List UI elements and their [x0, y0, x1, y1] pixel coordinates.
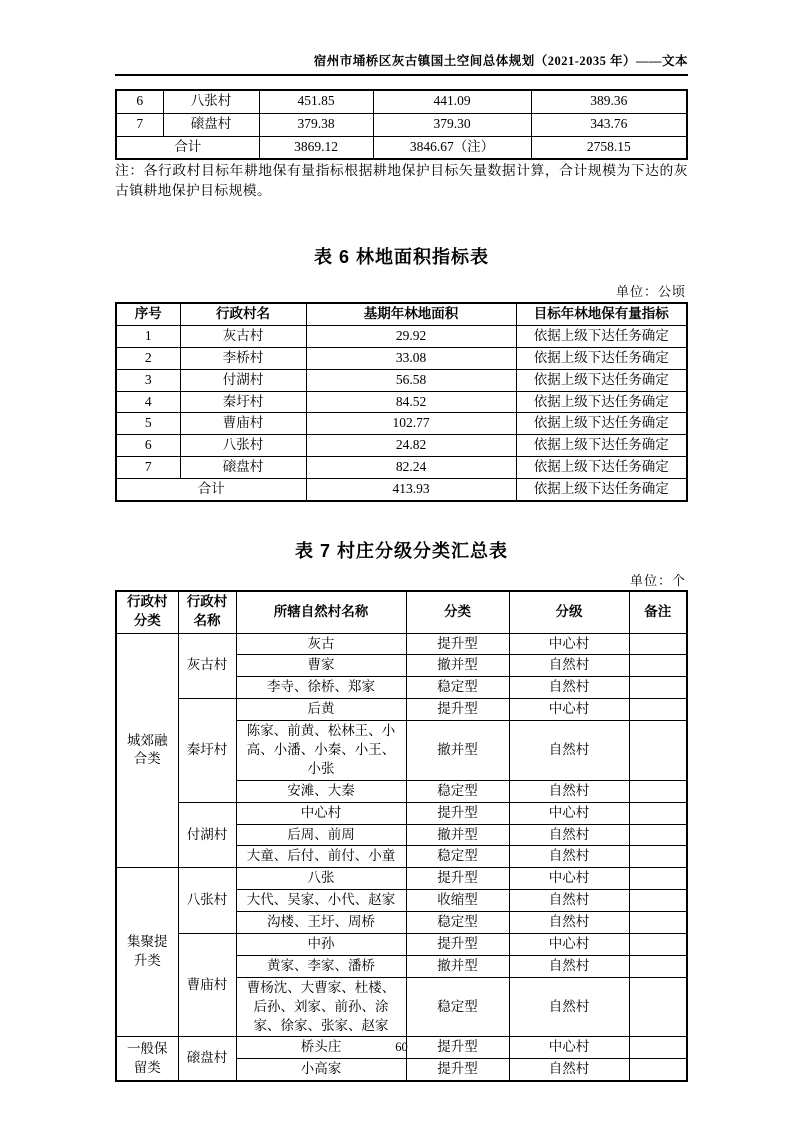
value-cell: 379.30	[373, 113, 531, 136]
seq-cell: 7	[116, 113, 163, 136]
total-label-cell: 合计	[116, 479, 306, 501]
target-cell: 依据上级下达任务确定	[516, 413, 687, 435]
table-row	[116, 325, 687, 347]
header-row	[116, 591, 687, 633]
grade-cell: 自然村	[509, 721, 629, 781]
value-cell: 84.52	[306, 391, 516, 413]
category-cell: 提升型	[406, 1059, 509, 1081]
seq-cell: 5	[116, 413, 180, 435]
village-cell: 八张村	[163, 90, 259, 113]
remark-cell	[629, 699, 687, 721]
grade-cell: 自然村	[509, 1059, 629, 1081]
group-cell: 一般保留类	[116, 1037, 178, 1081]
value-cell: 2758.15	[531, 136, 687, 159]
grade-cell: 自然村	[509, 890, 629, 912]
category-cell: 撤并型	[406, 824, 509, 846]
natural-village-cell: 黄家、李家、潘桥	[236, 955, 406, 977]
seq-cell: 1	[116, 325, 180, 347]
value-cell: 82.24	[306, 457, 516, 479]
header-row	[116, 303, 687, 325]
header-cell: 行政村名称	[178, 591, 236, 633]
village-cell: 八张村	[178, 868, 236, 934]
village-cell: 磙盘村	[178, 1037, 236, 1081]
natural-village-cell: 后黄	[236, 699, 406, 721]
grade-cell: 自然村	[509, 824, 629, 846]
natural-village-cell: 大童、后付、前付、小童	[236, 846, 406, 868]
remark-cell	[629, 824, 687, 846]
village-cell: 磙盘村	[180, 457, 306, 479]
value-cell: 29.92	[306, 325, 516, 347]
table7-unit-label: 单位：个	[629, 573, 686, 588]
header-title: 宿州市埇桥区灰古镇国土空间总体规划（2021-2035 年）——文本	[313, 54, 688, 68]
natural-village-cell: 小高家	[236, 1059, 406, 1081]
table-row	[116, 113, 687, 136]
category-cell: 提升型	[406, 699, 509, 721]
grade-cell: 自然村	[509, 780, 629, 802]
table-row	[116, 933, 687, 955]
target-cell: 依据上级下达任务确定	[516, 479, 687, 501]
category-cell: 撤并型	[406, 721, 509, 781]
total-row	[116, 479, 687, 501]
header-cell: 备注	[629, 591, 687, 633]
header-cell: 分级	[509, 591, 629, 633]
table-row	[116, 868, 687, 890]
grade-cell: 自然村	[509, 955, 629, 977]
remark-cell	[629, 677, 687, 699]
group-cell: 城郊融合类	[116, 633, 178, 868]
seq-cell: 7	[116, 457, 180, 479]
grade-cell: 中心村	[509, 802, 629, 824]
category-cell: 撤并型	[406, 655, 509, 677]
category-cell: 稳定型	[406, 677, 509, 699]
target-cell: 依据上级下达任务确定	[516, 325, 687, 347]
village-cell: 付湖村	[180, 369, 306, 391]
village-cell: 秦圩村	[180, 391, 306, 413]
group-cell: 集聚提升类	[116, 868, 178, 1037]
table-row	[116, 391, 687, 413]
natural-village-cell: 陈家、前黄、松林王、小高、小潘、小秦、小王、小张	[236, 721, 406, 781]
target-cell: 依据上级下达任务确定	[516, 391, 687, 413]
table-row	[116, 802, 687, 824]
seq-cell: 6	[116, 435, 180, 457]
category-cell: 提升型	[406, 868, 509, 890]
category-cell: 提升型	[406, 802, 509, 824]
grade-cell: 中心村	[509, 1037, 629, 1059]
seq-cell: 3	[116, 369, 180, 391]
table6-unit-label: 单位：公顷	[615, 284, 686, 299]
grade-cell: 自然村	[509, 655, 629, 677]
village-cell: 付湖村	[178, 802, 236, 868]
village-cell: 灰古村	[180, 325, 306, 347]
value-cell: 33.08	[306, 347, 516, 369]
remark-cell	[629, 802, 687, 824]
remark-cell	[629, 868, 687, 890]
natural-village-cell: 大代、吴家、小代、赵家	[236, 890, 406, 912]
target-cell: 依据上级下达任务确定	[516, 347, 687, 369]
remark-cell	[629, 721, 687, 781]
target-cell: 依据上级下达任务确定	[516, 457, 687, 479]
natural-village-cell: 李寺、徐桥、郑家	[236, 677, 406, 699]
village-cell: 李桥村	[180, 347, 306, 369]
header-cell: 序号	[116, 303, 180, 325]
remark-cell	[629, 846, 687, 868]
remark-cell	[629, 890, 687, 912]
remark-cell	[629, 655, 687, 677]
grade-cell: 自然村	[509, 677, 629, 699]
natural-village-cell: 后周、前周	[236, 824, 406, 846]
table-row	[116, 435, 687, 457]
village-cell: 曹庙村	[178, 933, 236, 1036]
remark-cell	[629, 977, 687, 1037]
header-cell: 分类	[406, 591, 509, 633]
remark-cell	[629, 912, 687, 934]
page-content	[115, 0, 688, 1123]
header-cell: 所辖自然村名称	[236, 591, 406, 633]
value-cell: 3846.67（注）	[373, 136, 531, 159]
header-cell: 行政村分类	[116, 591, 178, 633]
grade-cell: 中心村	[509, 868, 629, 890]
header-cell: 行政村名	[180, 303, 306, 325]
category-cell: 提升型	[406, 633, 509, 655]
value-cell: 451.85	[259, 90, 373, 113]
remark-cell	[629, 955, 687, 977]
value-cell: 379.38	[259, 113, 373, 136]
seq-cell: 6	[116, 90, 163, 113]
value-cell: 102.77	[306, 413, 516, 435]
grade-cell: 中心村	[509, 933, 629, 955]
value-cell: 3869.12	[259, 136, 373, 159]
table-row	[116, 457, 687, 479]
natural-village-cell: 灰古	[236, 633, 406, 655]
grade-cell: 自然村	[509, 912, 629, 934]
village-cell: 秦圩村	[178, 699, 236, 802]
table7-title: 表 7 村庄分级分类汇总表	[294, 541, 508, 561]
value-cell: 343.76	[531, 113, 687, 136]
village-cell: 灰古村	[178, 633, 236, 699]
remark-cell	[629, 1059, 687, 1081]
target-cell: 依据上级下达任务确定	[516, 369, 687, 391]
total-label-cell: 合计	[116, 136, 259, 159]
remark-cell	[629, 780, 687, 802]
table-row	[116, 699, 687, 721]
table5-note: 注：各行政村目标年耕地保有量指标根据耕地保护目标矢量数据计算，合计规模为下达的灰古镇耕地保护目标规模。	[115, 163, 688, 198]
category-cell: 收缩型	[406, 890, 509, 912]
table-row	[116, 413, 687, 435]
table6-title: 表 6 林地面积指标表	[313, 247, 489, 267]
table6-forest-land	[115, 302, 688, 502]
grade-cell: 自然村	[509, 977, 629, 1037]
total-row	[116, 136, 687, 159]
table-row	[116, 633, 687, 655]
category-cell: 提升型	[406, 1037, 509, 1059]
natural-village-cell: 曹家	[236, 655, 406, 677]
category-cell: 撤并型	[406, 955, 509, 977]
grade-cell: 自然村	[509, 846, 629, 868]
value-cell: 413.93	[306, 479, 516, 501]
natural-village-cell: 八张	[236, 868, 406, 890]
target-cell: 依据上级下达任务确定	[516, 435, 687, 457]
table7-village-classification	[115, 590, 688, 1082]
natural-village-cell: 桥头庄	[236, 1037, 406, 1059]
grade-cell: 中心村	[509, 699, 629, 721]
village-cell: 八张村	[180, 435, 306, 457]
category-cell: 稳定型	[406, 846, 509, 868]
natural-village-cell: 安滩、大秦	[236, 780, 406, 802]
value-cell: 24.82	[306, 435, 516, 457]
natural-village-cell: 中孙	[236, 933, 406, 955]
village-cell: 磙盘村	[163, 113, 259, 136]
table-row	[116, 369, 687, 391]
seq-cell: 2	[116, 347, 180, 369]
table-row	[116, 90, 687, 113]
value-cell: 441.09	[373, 90, 531, 113]
grade-cell: 中心村	[509, 633, 629, 655]
header-cell: 基期年林地面积	[306, 303, 516, 325]
natural-village-cell: 曹杨沈、大曹家、杜楼、后孙、刘家、前孙、涂家、徐家、张家、赵家	[236, 977, 406, 1037]
natural-village-cell: 中心村	[236, 802, 406, 824]
value-cell: 56.58	[306, 369, 516, 391]
value-cell: 389.36	[531, 90, 687, 113]
category-cell: 稳定型	[406, 780, 509, 802]
village-cell: 曹庙村	[180, 413, 306, 435]
natural-village-cell: 沟楼、王圩、周桥	[236, 912, 406, 934]
category-cell: 稳定型	[406, 912, 509, 934]
table-row	[116, 347, 687, 369]
seq-cell: 4	[116, 391, 180, 413]
table5-continuation	[115, 89, 688, 160]
category-cell: 稳定型	[406, 977, 509, 1037]
category-cell: 提升型	[406, 933, 509, 955]
remark-cell	[629, 933, 687, 955]
header-cell: 目标年林地保有量指标	[516, 303, 687, 325]
header-rule	[115, 74, 688, 76]
remark-cell	[629, 633, 687, 655]
page-number: 60	[395, 1040, 408, 1054]
